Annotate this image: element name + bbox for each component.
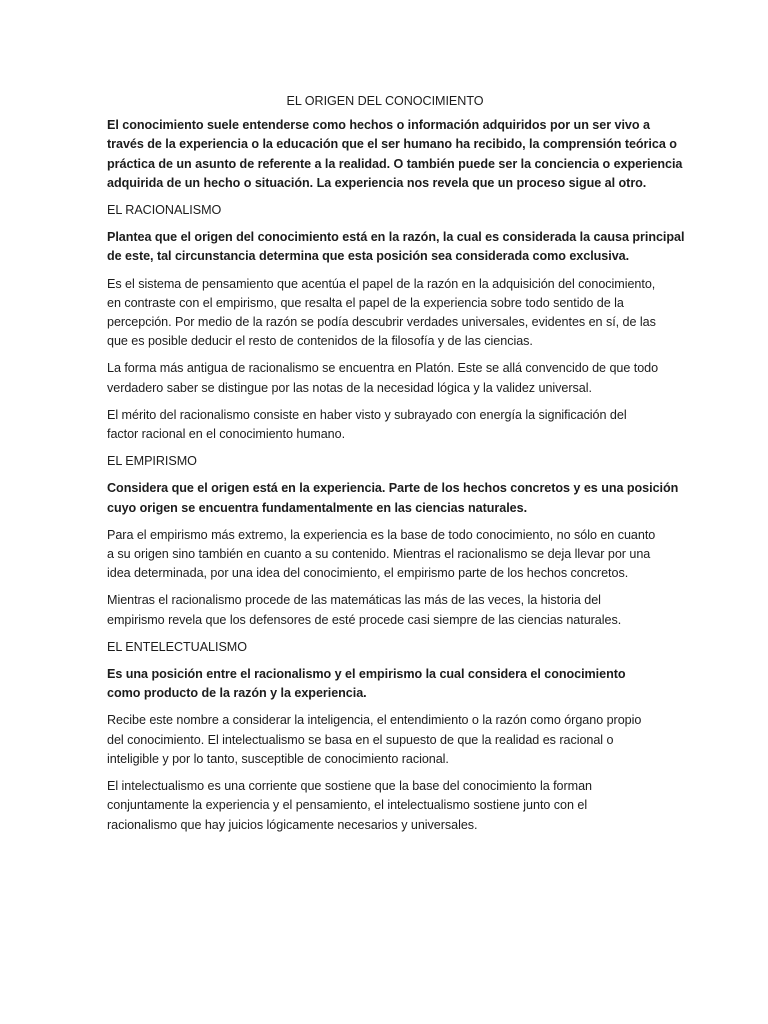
definition-line: Considera que el origen está en la experiencia. Parte de los hechos concretos y es una posición xyxy=(107,481,679,496)
definition-line: cuyo origen se encuentra fundamentalmente en las ciencias naturales. xyxy=(107,500,528,515)
body-line: Mientras el racionalismo procede de las matemáticas las más de las veces, la historia del xyxy=(107,593,601,608)
section-definition-entelectualismo xyxy=(107,665,663,703)
definition-line: Es una posición entre el racionalismo y el empirismo la cual considera el conocimiento xyxy=(107,667,626,682)
body-line: inteligible y por lo tanto, susceptible de conocimiento racional. xyxy=(107,751,449,766)
body-line: conjuntamente la experiencia y el pensamiento, el intelectualismo sostiene junto con el xyxy=(107,798,588,813)
section-heading-entelectualismo: EL ENTELECTUALISMO xyxy=(107,639,247,654)
body-paragraph xyxy=(107,777,663,835)
body-line: verdadero saber se distingue por las notas de la necesidad lógica y la validez universal. xyxy=(107,380,592,395)
intro-line: través de la experiencia o la educación que el ser humano ha recibido, la comprensión teórica o xyxy=(107,137,677,152)
body-line: empirismo revela que los defensores de esté procede casi siempre de las ciencias naturales. xyxy=(107,612,622,627)
body-line: Para el empirismo más extremo, la experiencia es la base de todo conocimiento, no sólo en cuanto xyxy=(107,527,656,542)
section-definition-racionalismo xyxy=(107,228,685,266)
body-paragraph xyxy=(107,711,663,769)
document-body xyxy=(107,92,685,843)
body-paragraph xyxy=(107,591,663,629)
definition-line: como producto de la razón y la experiencia. xyxy=(107,686,367,701)
intro-line: El conocimiento suele entenderse como hechos o información adquiridos por un ser vivo a xyxy=(107,118,650,133)
section-heading-racionalismo: EL RACIONALISMO xyxy=(107,203,222,218)
document-title: EL ORIGEN DEL CONOCIMIENTO xyxy=(286,94,484,108)
body-line: El intelectualismo es una corriente que sostiene que la base del conocimiento la forman xyxy=(107,779,592,794)
body-line: racionalismo que hay juicios lógicamente necesarios y universales. xyxy=(107,817,478,832)
section-definition-empirismo xyxy=(107,479,679,517)
intro-line: adquirida de un hecho o situación. La experiencia nos revela que un proceso sigue al otro. xyxy=(107,175,647,190)
body-line: percepción. Por medio de la razón se podía descubrir verdades universales, evidentes en sí, de las xyxy=(107,315,656,330)
body-paragraph xyxy=(107,275,663,352)
section-heading-empirismo: EL EMPIRISMO xyxy=(107,454,197,469)
body-line: Es el sistema de pensamiento que acentúa el papel de la razón en la adquisición del conocimiento, xyxy=(107,276,656,291)
body-line: que es posible deducir el resto de contenidos de la filosofía y de las ciencias. xyxy=(107,334,533,349)
intro-paragraph xyxy=(107,116,683,193)
body-line: Recibe este nombre a considerar la inteligencia, el entendimiento o la razón como órgano propio xyxy=(107,713,642,728)
intro-line: práctica de un asunto de referente a la realidad. O también puede ser la conciencia o experiencia xyxy=(107,156,683,171)
body-line: en contraste con el empirismo, que resalta el papel de la experiencia sobre todo sentido de la xyxy=(107,295,624,310)
body-paragraph xyxy=(107,406,663,444)
definition-line: Plantea que el origen del conocimiento está en la razón, la cual es considerada la causa principal xyxy=(107,230,685,245)
body-paragraph xyxy=(107,526,663,584)
body-line: a su origen sino también en cuanto a su contenido. Mientras el racionalismo se deja llevar por una xyxy=(107,547,651,562)
body-line: del conocimiento. El intelectualismo se basa en el supuesto de que la realidad es racional o xyxy=(107,732,614,747)
body-line: La forma más antigua de racionalismo se encuentra en Platón. Este se allá convencido de que todo xyxy=(107,361,659,376)
definition-line: de este, tal circunstancia determina que esta posición sea considerada como exclusiva. xyxy=(107,249,630,264)
body-line: El mérito del racionalismo consiste en haber visto y subrayado con energía la significación del xyxy=(107,407,627,422)
body-line: idea determinada, por una idea del conocimiento, el empirismo parte de los hechos concretos. xyxy=(107,566,629,581)
body-paragraph xyxy=(107,359,663,397)
body-line: factor racional en el conocimiento humano. xyxy=(107,427,346,442)
